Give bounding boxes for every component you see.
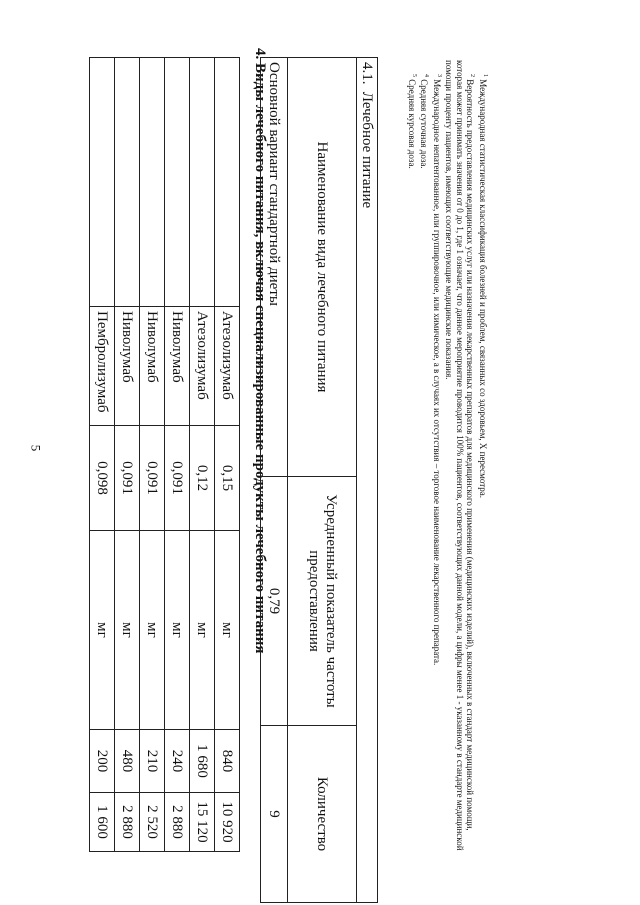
footnotes [407,60,491,860]
subsection-heading [357,58,378,903]
drug-name: Атезолизумаб [215,307,240,426]
diet-quantity: 9 [261,726,288,903]
drug-course-dose: 2 880 [115,793,140,852]
drug-frequency: 0,091 [165,426,190,531]
table-row [115,58,140,852]
footnote: $^1$ Международная статистическая классификация болезней и проблем, связанных со здоровьем, X пересмотра. [478,74,488,499]
drug-frequency: 0,091 [140,426,165,531]
drug-frequency: 0,15 [215,426,240,531]
footnote: $^5$ Средняя курсовая доза. [407,74,417,169]
drug-daily-dose: 200 [90,730,115,793]
drug-table [89,57,240,852]
subsection-number: 4.1. [359,62,376,85]
row-blank-cell [90,58,115,307]
table-row [165,58,190,852]
drug-course-dose: 15 120 [190,793,215,852]
page-number: 5 [28,444,44,452]
drug-name: Атезолизумаб [190,307,215,426]
row-blank-cell [165,58,190,307]
header-frequency: Усредненный показатель частоты предоставления [288,477,357,726]
drug-daily-dose: 480 [115,730,140,793]
diet-name: Основной вариант стандартной диеты [261,58,288,477]
drug-frequency: 0,12 [190,426,215,531]
drug-daily-dose: 240 [165,730,190,793]
footnote: $^3$ Международное непатентованное, или группировочное, или химическое, а в случаях их отсутствия – торговое наименование лекарственного препарата. [432,74,442,666]
drug-name: Ниволумаб [165,307,190,426]
drug-unit: мг [115,531,140,730]
footnote: $^4$ Средняя суточная доза. [419,74,430,169]
drug-name: Ниволумаб [115,307,140,426]
header-name: Наименование вида лечебного питания [288,58,357,477]
row-blank-cell [140,58,165,307]
drug-course-dose: 2 520 [140,793,165,852]
nutrition-table [260,57,378,903]
drug-unit: мг [215,531,240,730]
table-row [90,58,115,852]
drug-course-dose: 1 600 [90,793,115,852]
drug-daily-dose: 1 680 [190,730,215,793]
drug-unit: мг [190,531,215,730]
row-blank-cell [190,58,215,307]
table-row [190,58,215,852]
drug-daily-dose: 840 [215,730,240,793]
footnote: $^2$ Вероятность предоставления медицинских услуг или назначения лекарственных препаратов для медицинского применения (медицинских изделий), включенных в стандарт медицинской помощи, которая может принимать значения от 0 до 1, где 1 означает, что данное мероприятие проводится 100% пациентов, соответствующих данной модели, а цифры менее 1 - указанному в стандарте медицинской помощи проценту пациентов, имеющих соответствующие медицинские показания. [444,60,476,851]
section-title: 4. Виды лечебного питания, включая специализированные продукты лечебного питания [252,48,268,654]
drug-daily-dose: 210 [140,730,165,793]
table-row [140,58,165,852]
drug-course-dose: 2 880 [165,793,190,852]
header-quantity: Количество [288,726,357,903]
drug-course-dose: 10 920 [215,793,240,852]
row-blank-cell [115,58,140,307]
drug-frequency: 0,091 [115,426,140,531]
drug-frequency: 0,098 [90,426,115,531]
drug-name: Ниволумаб [140,307,165,426]
table-row [261,58,288,903]
subsection-title: Лечебное питание [359,91,376,209]
drug-name: Пембролизумаб [90,307,115,426]
table-row [215,58,240,852]
diet-frequency: 0,79 [261,477,288,726]
row-blank-cell [215,58,240,307]
drug-unit: мг [165,531,190,730]
drug-unit: мг [90,531,115,730]
drug-unit: мг [140,531,165,730]
